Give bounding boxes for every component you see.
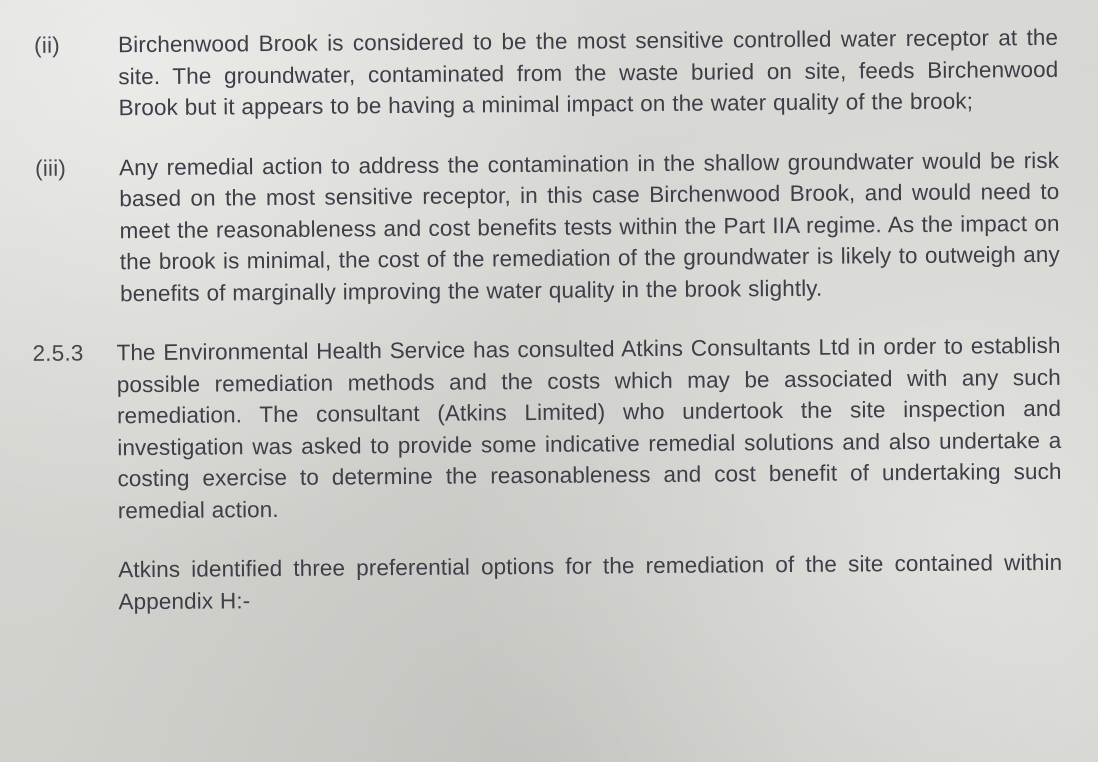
paragraph-text: Birchenwood Brook is considered to be the most sensitive controlled water receptor at the site. The groundwater, contaminated from the waste buried on site, feeds Birchenwood Brook but it appears to be having a minimal impact on the water quality of the brook; bbox=[118, 24, 1059, 121]
paragraph-text: Atkins identified three preferential options for the remediation of the site contained within Appendix H:- bbox=[118, 549, 1063, 614]
paragraph-marker: 2.5.3 bbox=[32, 340, 84, 366]
paragraph-marker: (ii) bbox=[34, 32, 61, 58]
paragraph-marker bbox=[34, 554, 118, 555]
document-body bbox=[22, 22, 1081, 618]
paragraph-2-5-3 bbox=[32, 330, 1079, 527]
paragraph-ii bbox=[30, 22, 1077, 125]
paragraph-marker: (iii) bbox=[34, 155, 67, 181]
paragraph-iii bbox=[31, 144, 1078, 310]
paragraph-text: Any remedial action to address the contamination in the shallow groundwater would be risk based on the most sensitive receptor, in this case Birchenwood Brook, and would need to meet the reasonableness and cost benefits tests within the Part IIA regime. As the impact on the brook is minimal, the cost of the remediation of the groundwater is likely to outweigh any benefits of marginally improving the water quality in the brook slightly. bbox=[118, 147, 1060, 306]
paragraph-text: The Environmental Health Service has consulted Atkins Consultants Ltd in order to establish possible remediation methods and the costs which may be associated with any such remediation. The consultant (Atkins Limited) who undertook the site inspection and investigation was asked to provide some indicative remedial solutions and also undertake a costing exercise to determine the reasonableness and cost benefit of undertaking such remedial action. bbox=[116, 332, 1062, 523]
paragraph-atkins-options bbox=[34, 547, 1080, 618]
